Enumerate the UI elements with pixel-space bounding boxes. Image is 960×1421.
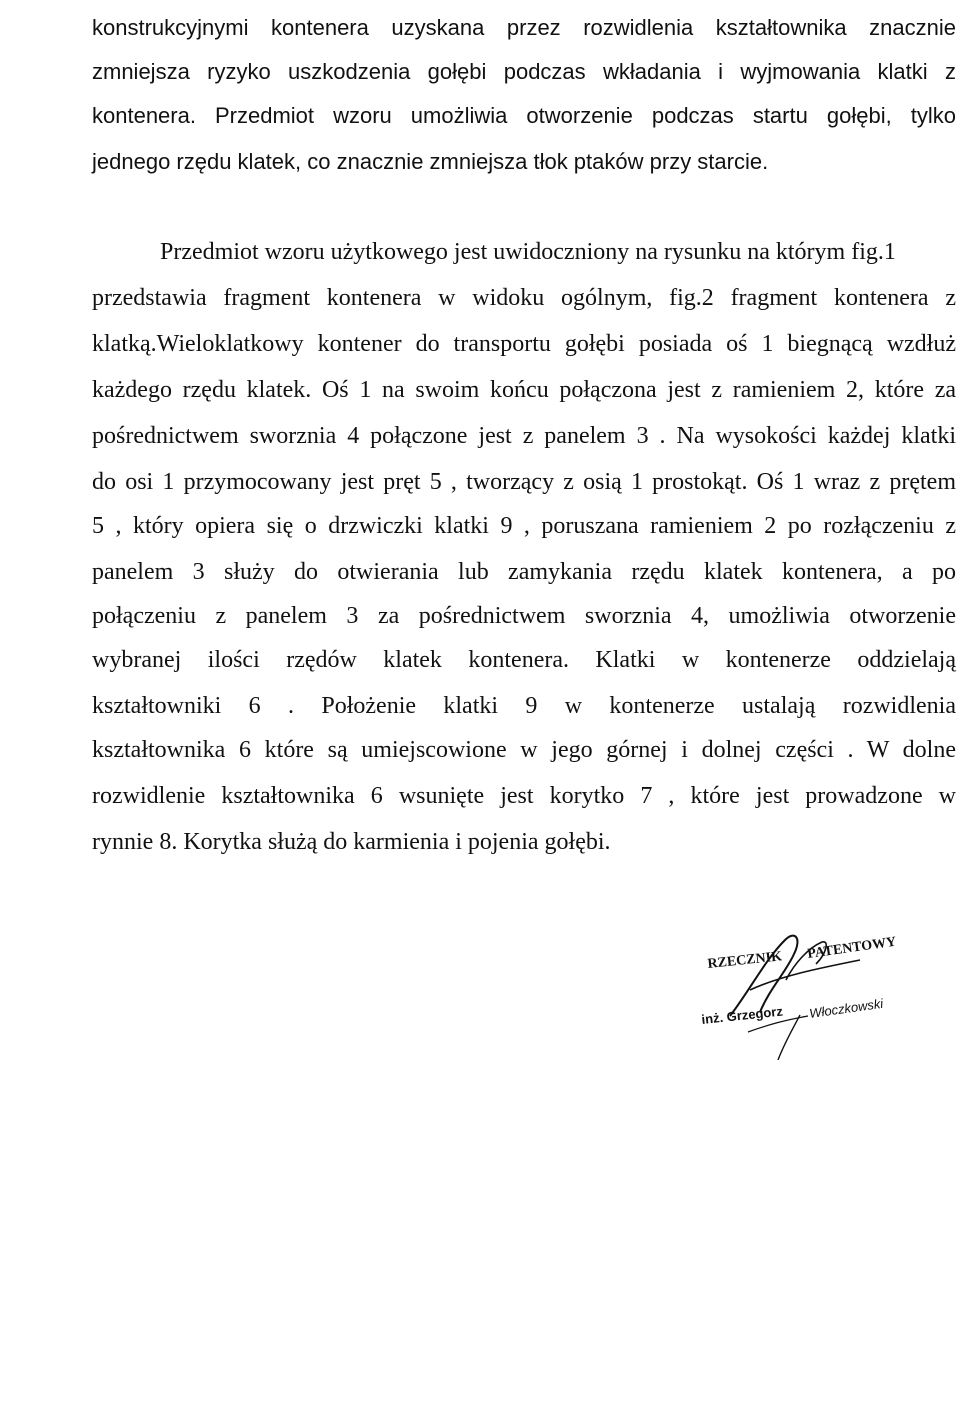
text-line-18: rynnie 8. Korytka służą do karmienia i pojenia gołębi. [92, 829, 611, 855]
text-line-14: wybranej ilości rzędów klatek kontenera. Klatki w kontenerze oddzielają [92, 647, 956, 673]
svg-text:PATENTOWY: PATENTOWY [806, 934, 898, 962]
svg-text:Włoczkowski: Włoczkowski [808, 995, 885, 1021]
text-line-17: rozwidlenie kształtownika 6 wsunięte jest korytko 7 , które jest prowadzone w [92, 783, 956, 809]
text-line-2: zmniejsza ryzyko uszkodzenia gołębi podczas wkładania i wyjmowania klatki z [92, 59, 956, 84]
svg-text:inż. Grzegorz: inż. Grzegorz [700, 1003, 784, 1027]
text-line-10: do osi 1 przymocowany jest pręt 5 , tworzący z osią 1 prostokąt. Oś 1 wraz z prętem [92, 469, 956, 495]
text-line-1: konstrukcyjnymi kontenera uzyskana przez rozwidlenia kształtownika znacznie [92, 15, 956, 40]
text-line-13: połączeniu z panelem 3 za pośrednictwem sworznia 4, umożliwia otworzenie [92, 603, 956, 629]
text-line-6: przedstawia fragment kontenera w widoku ogólnym, fig.2 fragment kontenera z [92, 285, 956, 311]
text-line-16: kształtownika 6 które są umiejscowione w jego górnej i dolnej części . W dolne [92, 737, 956, 763]
text-line-11: 5 , który opiera się o drzwiczki klatki 9 , poruszana ramieniem 2 po rozłączeniu z [92, 513, 956, 539]
patent-attorney-stamp [690, 920, 940, 1060]
signature-graphic [690, 920, 940, 1060]
text-line-15: kształtowniki 6 . Położenie klatki 9 w kontenerze ustalają rozwidlenia [92, 693, 956, 719]
text-line-4: jednego rzędu klatek, co znacznie zmniejsza tłok ptaków przy starcie. [92, 149, 769, 174]
text-line-3: kontenera. Przedmiot wzoru umożliwia otworzenie podczas startu gołębi, tylko [92, 103, 956, 128]
text-line-12: panelem 3 służy do otwierania lub zamykania rzędu klatek kontenera, a po [92, 559, 956, 585]
text-line-7: klatką.Wieloklatkowy kontener do transportu gołębi posiada oś 1 biegnącą wzdłuż [92, 331, 956, 357]
text-line-9: pośrednictwem sworznia 4 połączone jest z panelem 3 . Na wysokości każdej klatki [92, 423, 956, 449]
svg-text:RZECZNIK: RZECZNIK [706, 949, 783, 972]
text-line-8: każdego rzędu klatek. Oś 1 na swoim końcu połączona jest z ramieniem 2, które za [92, 377, 956, 403]
text-line-5: Przedmiot wzoru użytkowego jest uwidoczniony na rysunku na którym fig.1 [160, 239, 896, 265]
